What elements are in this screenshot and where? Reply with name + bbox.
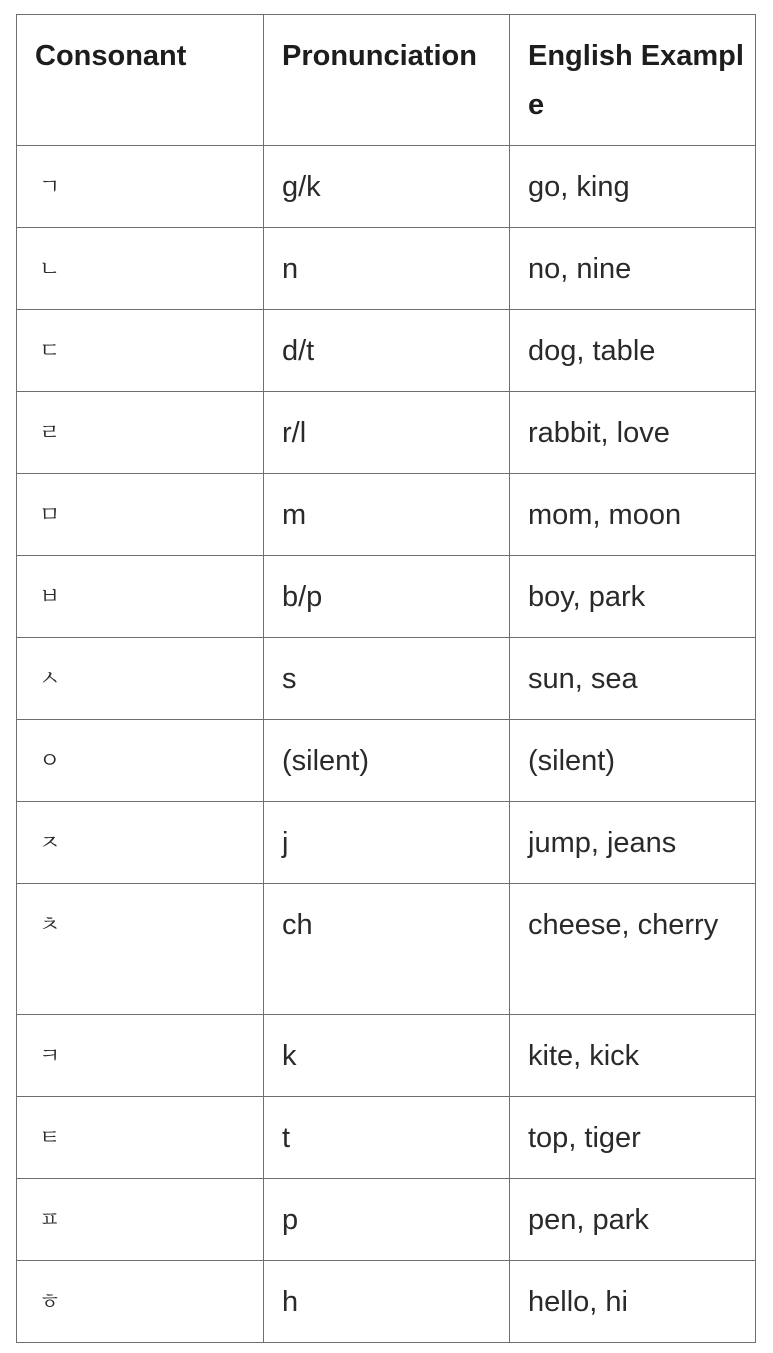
example-cell: go, king bbox=[510, 146, 756, 228]
table-row bbox=[17, 392, 756, 474]
pronunciation-cell: p bbox=[264, 1179, 510, 1261]
pronunciation-cell: g/k bbox=[264, 146, 510, 228]
pronunciation-cell: b/p bbox=[264, 556, 510, 638]
pronunciation-cell: ch bbox=[264, 884, 510, 1015]
consonant-cell: ㄴ bbox=[17, 228, 264, 310]
example-cell: top, tiger bbox=[510, 1097, 756, 1179]
example-cell: jump, jeans bbox=[510, 802, 756, 884]
table-row bbox=[17, 638, 756, 720]
pronunciation-cell: j bbox=[264, 802, 510, 884]
table-row bbox=[17, 1261, 756, 1343]
table-row bbox=[17, 474, 756, 556]
pronunciation-cell: r/l bbox=[264, 392, 510, 474]
example-cell: kite, kick bbox=[510, 1015, 756, 1097]
consonant-cell: ㄱ bbox=[17, 146, 264, 228]
pronunciation-cell: t bbox=[264, 1097, 510, 1179]
pronunciation-cell: d/t bbox=[264, 310, 510, 392]
consonant-cell: ㅊ bbox=[17, 884, 264, 1015]
consonant-cell: ㄷ bbox=[17, 310, 264, 392]
example-cell: boy, park bbox=[510, 556, 756, 638]
consonant-cell: ㅈ bbox=[17, 802, 264, 884]
table-header-row bbox=[17, 15, 756, 146]
table-row bbox=[17, 146, 756, 228]
consonant-cell: ㅂ bbox=[17, 556, 264, 638]
example-cell: hello, hi bbox=[510, 1261, 756, 1343]
example-cell: cheese, cherry bbox=[510, 884, 756, 1015]
pronunciation-cell: n bbox=[264, 228, 510, 310]
table-row bbox=[17, 720, 756, 802]
table-row bbox=[17, 802, 756, 884]
table-row bbox=[17, 884, 756, 1015]
example-cell: (silent) bbox=[510, 720, 756, 802]
example-cell: dog, table bbox=[510, 310, 756, 392]
table-row bbox=[17, 1015, 756, 1097]
table-row bbox=[17, 1179, 756, 1261]
pronunciation-cell: k bbox=[264, 1015, 510, 1097]
pronunciation-cell: (silent) bbox=[264, 720, 510, 802]
consonant-cell: ㅌ bbox=[17, 1097, 264, 1179]
consonant-cell: ㅅ bbox=[17, 638, 264, 720]
table-row bbox=[17, 310, 756, 392]
consonant-table-container bbox=[16, 14, 755, 1343]
example-cell: sun, sea bbox=[510, 638, 756, 720]
example-cell: rabbit, love bbox=[510, 392, 756, 474]
consonant-cell: ㅎ bbox=[17, 1261, 264, 1343]
pronunciation-cell: m bbox=[264, 474, 510, 556]
consonant-table bbox=[16, 14, 756, 1343]
table-row bbox=[17, 1097, 756, 1179]
consonant-cell: ㅋ bbox=[17, 1015, 264, 1097]
table-row bbox=[17, 228, 756, 310]
example-cell: pen, park bbox=[510, 1179, 756, 1261]
pronunciation-cell: h bbox=[264, 1261, 510, 1343]
header-consonant: Consonant bbox=[17, 15, 264, 146]
consonant-cell: ㅇ bbox=[17, 720, 264, 802]
example-cell: no, nine bbox=[510, 228, 756, 310]
table-row bbox=[17, 556, 756, 638]
consonant-cell: ㅍ bbox=[17, 1179, 264, 1261]
header-pronunciation: Pronunciation bbox=[264, 15, 510, 146]
example-cell: mom, moon bbox=[510, 474, 756, 556]
consonant-cell: ㅁ bbox=[17, 474, 264, 556]
pronunciation-cell: s bbox=[264, 638, 510, 720]
header-english-example: English Example bbox=[510, 15, 756, 146]
consonant-cell: ㄹ bbox=[17, 392, 264, 474]
